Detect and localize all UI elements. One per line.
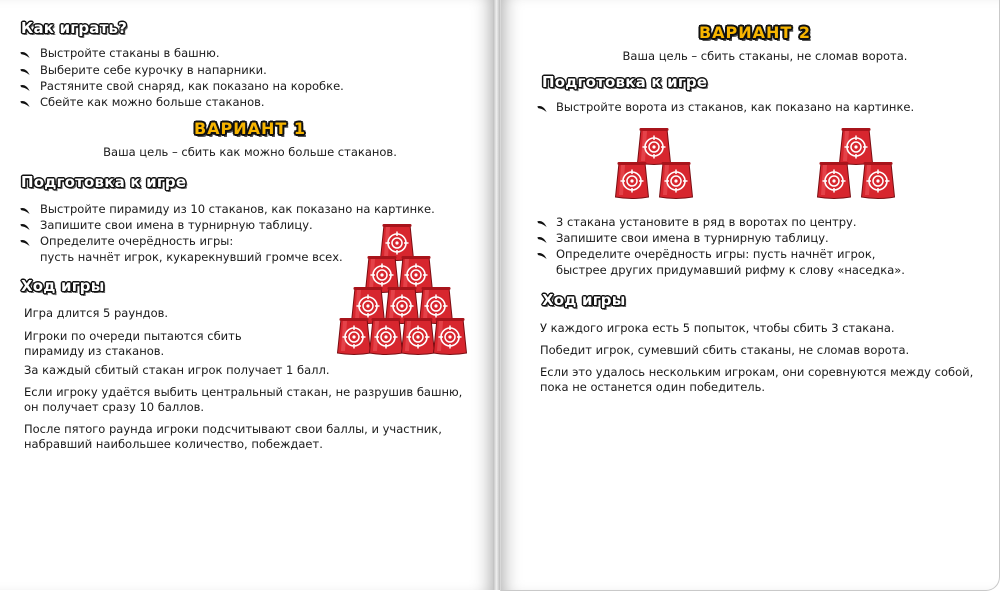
variant-2-goal: Ваша цель – сбить стаканы, не сломав ворота. [622,49,908,63]
how-to-play-heading: Как играть? [21,19,128,37]
how-to-play-item: Выстройте стаканы в башню. [40,46,220,60]
book-gutter [493,0,500,590]
feather-bullet-icon [20,100,30,108]
variant-1-goal: Ваша цель – сбить как можно больше стаканов. [103,145,397,159]
feather-bullet-icon [537,252,547,260]
gameplay-paragraph: он получает сразу 10 баллов. [24,400,205,414]
prep-heading-right: Подготовка к игре [542,73,708,91]
goal-cup [858,160,898,200]
feather-bullet-icon [20,223,30,231]
goal-cup [814,160,854,200]
prep-item: Запишите свои имена в турнирную таблицу. [40,218,313,232]
gameplay-paragraph-right: Если это удалось нескольким игрокам, они соревнуются между собой, [540,365,974,379]
prep-heading-left: Подготовка к игре [21,173,187,191]
prep-item-right: Выстройте ворота из стаканов, как показано на картинке. [556,100,915,114]
gameplay-paragraph: Если игроку удаётся выбить центральный стакан, не разрушив башню, [24,385,463,399]
gameplay-paragraph-right: Победит игрок, сумевший сбить стаканы, не сломав ворота. [540,343,910,357]
gameplay-paragraph-right: пока не останется один победитель. [540,380,766,394]
gameplay-paragraph: Игра длится 5 раундов. [24,306,169,320]
feather-bullet-icon [537,220,547,228]
feather-bullet-icon [537,105,547,113]
feather-bullet-icon [537,236,547,244]
gameplay-paragraph: набравший наибольшее количество, побеждает. [24,437,323,451]
gameplay-heading-right: Ход игры [542,291,626,309]
how-to-play-item: Выберите себе курочку в напарники. [40,63,267,77]
gameplay-paragraph: пирамиду из стаканов. [24,344,165,358]
prep-item-right: Запишите свои имена в турнирную таблицу. [556,231,829,245]
variant-1-title: ВАРИАНТ 1 [193,119,307,138]
prep-item-continuation: пусть начнёт игрок, кукарекнувший громче всех. [40,250,343,264]
variant-2-title: ВАРИАНТ 2 [698,23,812,42]
feather-bullet-icon [20,239,30,247]
how-to-play-item: Растяните свой снаряд, как показано на коробке. [40,79,344,93]
gameplay-paragraph: После пятого раунда игроки подсчитывают свои баллы, и участник, [24,422,442,436]
pyramid-cup [430,316,470,356]
gameplay-paragraph: За каждый сбитый стакан игрок получает 1 балл. [24,363,330,377]
feather-bullet-icon [20,207,30,215]
how-to-play-item: Сбейте как можно больше стаканов. [40,95,265,109]
gameplay-paragraph: Игроки по очереди пытаются сбить [24,329,242,343]
goal-cup [612,160,652,200]
prep-item: Выстройте пирамиду из 10 стаканов, как показано на картинке. [40,202,435,216]
prep-item-right-continuation: быстрее других придумавший рифму к слову «наседка». [556,263,905,277]
prep-item: Определите очерёдность игры: [40,234,234,248]
gameplay-paragraph-right: У каждого игрока есть 5 попыток, чтобы сбить 3 стакана. [540,321,895,335]
feather-bullet-icon [20,68,30,76]
feather-bullet-icon [20,84,30,92]
prep-item-right: 3 стакана установите в ряд в воротах по центру. [556,215,857,229]
goal-cup [656,160,696,200]
gameplay-heading-left: Ход игры [21,277,105,295]
prep-item-right: Определите очерёдность игры: пусть начнёт игрок, [556,247,876,261]
feather-bullet-icon [20,51,30,59]
